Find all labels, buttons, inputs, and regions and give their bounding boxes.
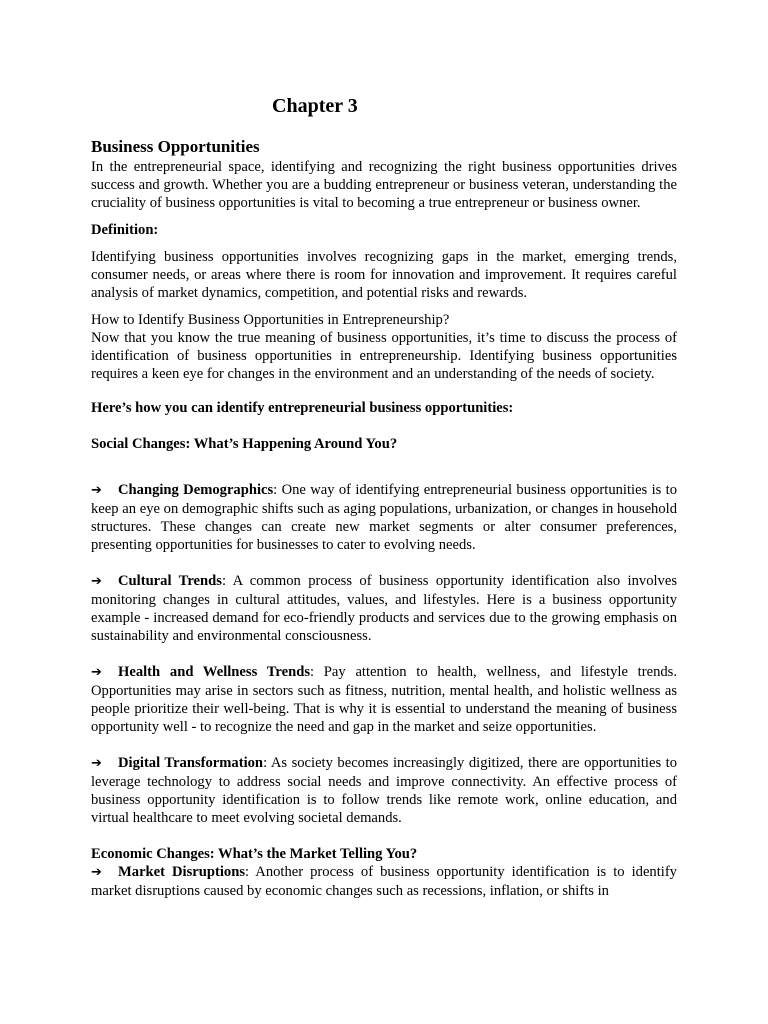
document-body [91, 92, 677, 900]
list-item-text: : As society becomes increasingly digitized, there are opportunities to leverage technology to address social needs and improve connectivity. An effective process of business opportunity identification is to follow trends like remote work, online education, and virtual healthcare to meet evolving societal demands. [91, 755, 677, 826]
chapter-heading: Chapter 3 [272, 95, 358, 117]
list-item-term: Cultural Trends [118, 573, 222, 589]
list-item [91, 663, 677, 736]
list-item-term: Market Disruptions [118, 864, 246, 880]
section-title: Business Opportunities [91, 137, 260, 156]
how-question: How to Identify Business Opportunities in Entrepreneurship? [91, 312, 450, 328]
definition-paragraph: Identifying business opportunities involves recognizing gaps in the market, emerging trends, consumer needs, or areas where there is room for innovation and improvement. It requires careful analysis of market dynamics, competition, and potential risks and rewards. [91, 249, 677, 301]
list-item-term: Changing Demographics [118, 482, 274, 498]
list-item [91, 481, 677, 554]
arrow-icon: ➔ [91, 865, 102, 880]
economic-changes-heading: Economic Changes: What’s the Market Telling You? [91, 846, 418, 862]
social-changes-heading: Social Changes: What’s Happening Around You? [91, 436, 398, 452]
arrow-icon: ➔ [91, 665, 102, 680]
how-paragraph: Now that you know the true meaning of business opportunities, it’s time to discuss the process of identification of business opportunities in entrepreneurship. Identifying business opportunities requires a keen eye for changes in the environment and an understanding of the needs of society. [91, 330, 677, 382]
list-item-text: : Pay attention to health, wellness, and lifestyle trends. Opportunities may arise in sectors such as fitness, nutrition, mental health, and holistic wellness as people prioritize their well-being. That is why it is essential to understand the meaning of business opportunity well - to recognize the need and gap in the market and seize opportunities. [91, 664, 677, 735]
list-item-term: Digital Transformation [118, 755, 264, 771]
intro-paragraph: In the entrepreneurial space, identifying and recognizing the right business opportunities drives success and growth. Whether you are a budding entrepreneur or business veteran, understanding the cruciality of business opportunities is vital to becoming a true entrepreneur or business owner. [91, 159, 677, 211]
list-item-text: : A common process of business opportunity identification also involves monitoring changes in cultural attitudes, values, and lifestyles. Here is a business opportunity example - increased demand for eco-friendly products and services due to the growing emphasis on sustainability and environmental consciousness. [91, 573, 678, 644]
list-item-text: : Another process of business opportunity identification is to identify market disruptions caused by economic changes such as recessions, inflation, or shifts in [91, 864, 677, 899]
arrow-icon: ➔ [91, 756, 102, 771]
list-item [91, 754, 677, 827]
list-item [91, 863, 677, 900]
arrow-icon: ➔ [91, 483, 102, 498]
heres-how-heading: Here’s how you can identify entrepreneurial business opportunities: [91, 400, 514, 416]
list-item [91, 572, 677, 645]
list-item-term: Health and Wellness Trends [118, 664, 310, 680]
list-item-text: : One way of identifying entrepreneurial business opportunities is to keep an eye on demographic shifts such as aging populations, urbanization, or changes in household structures. These changes can create new market segments or alter consumer preferences, presenting opportunities for businesses to cater to evolving needs. [91, 482, 677, 553]
definition-heading: Definition: [91, 222, 159, 238]
arrow-icon: ➔ [91, 574, 102, 589]
